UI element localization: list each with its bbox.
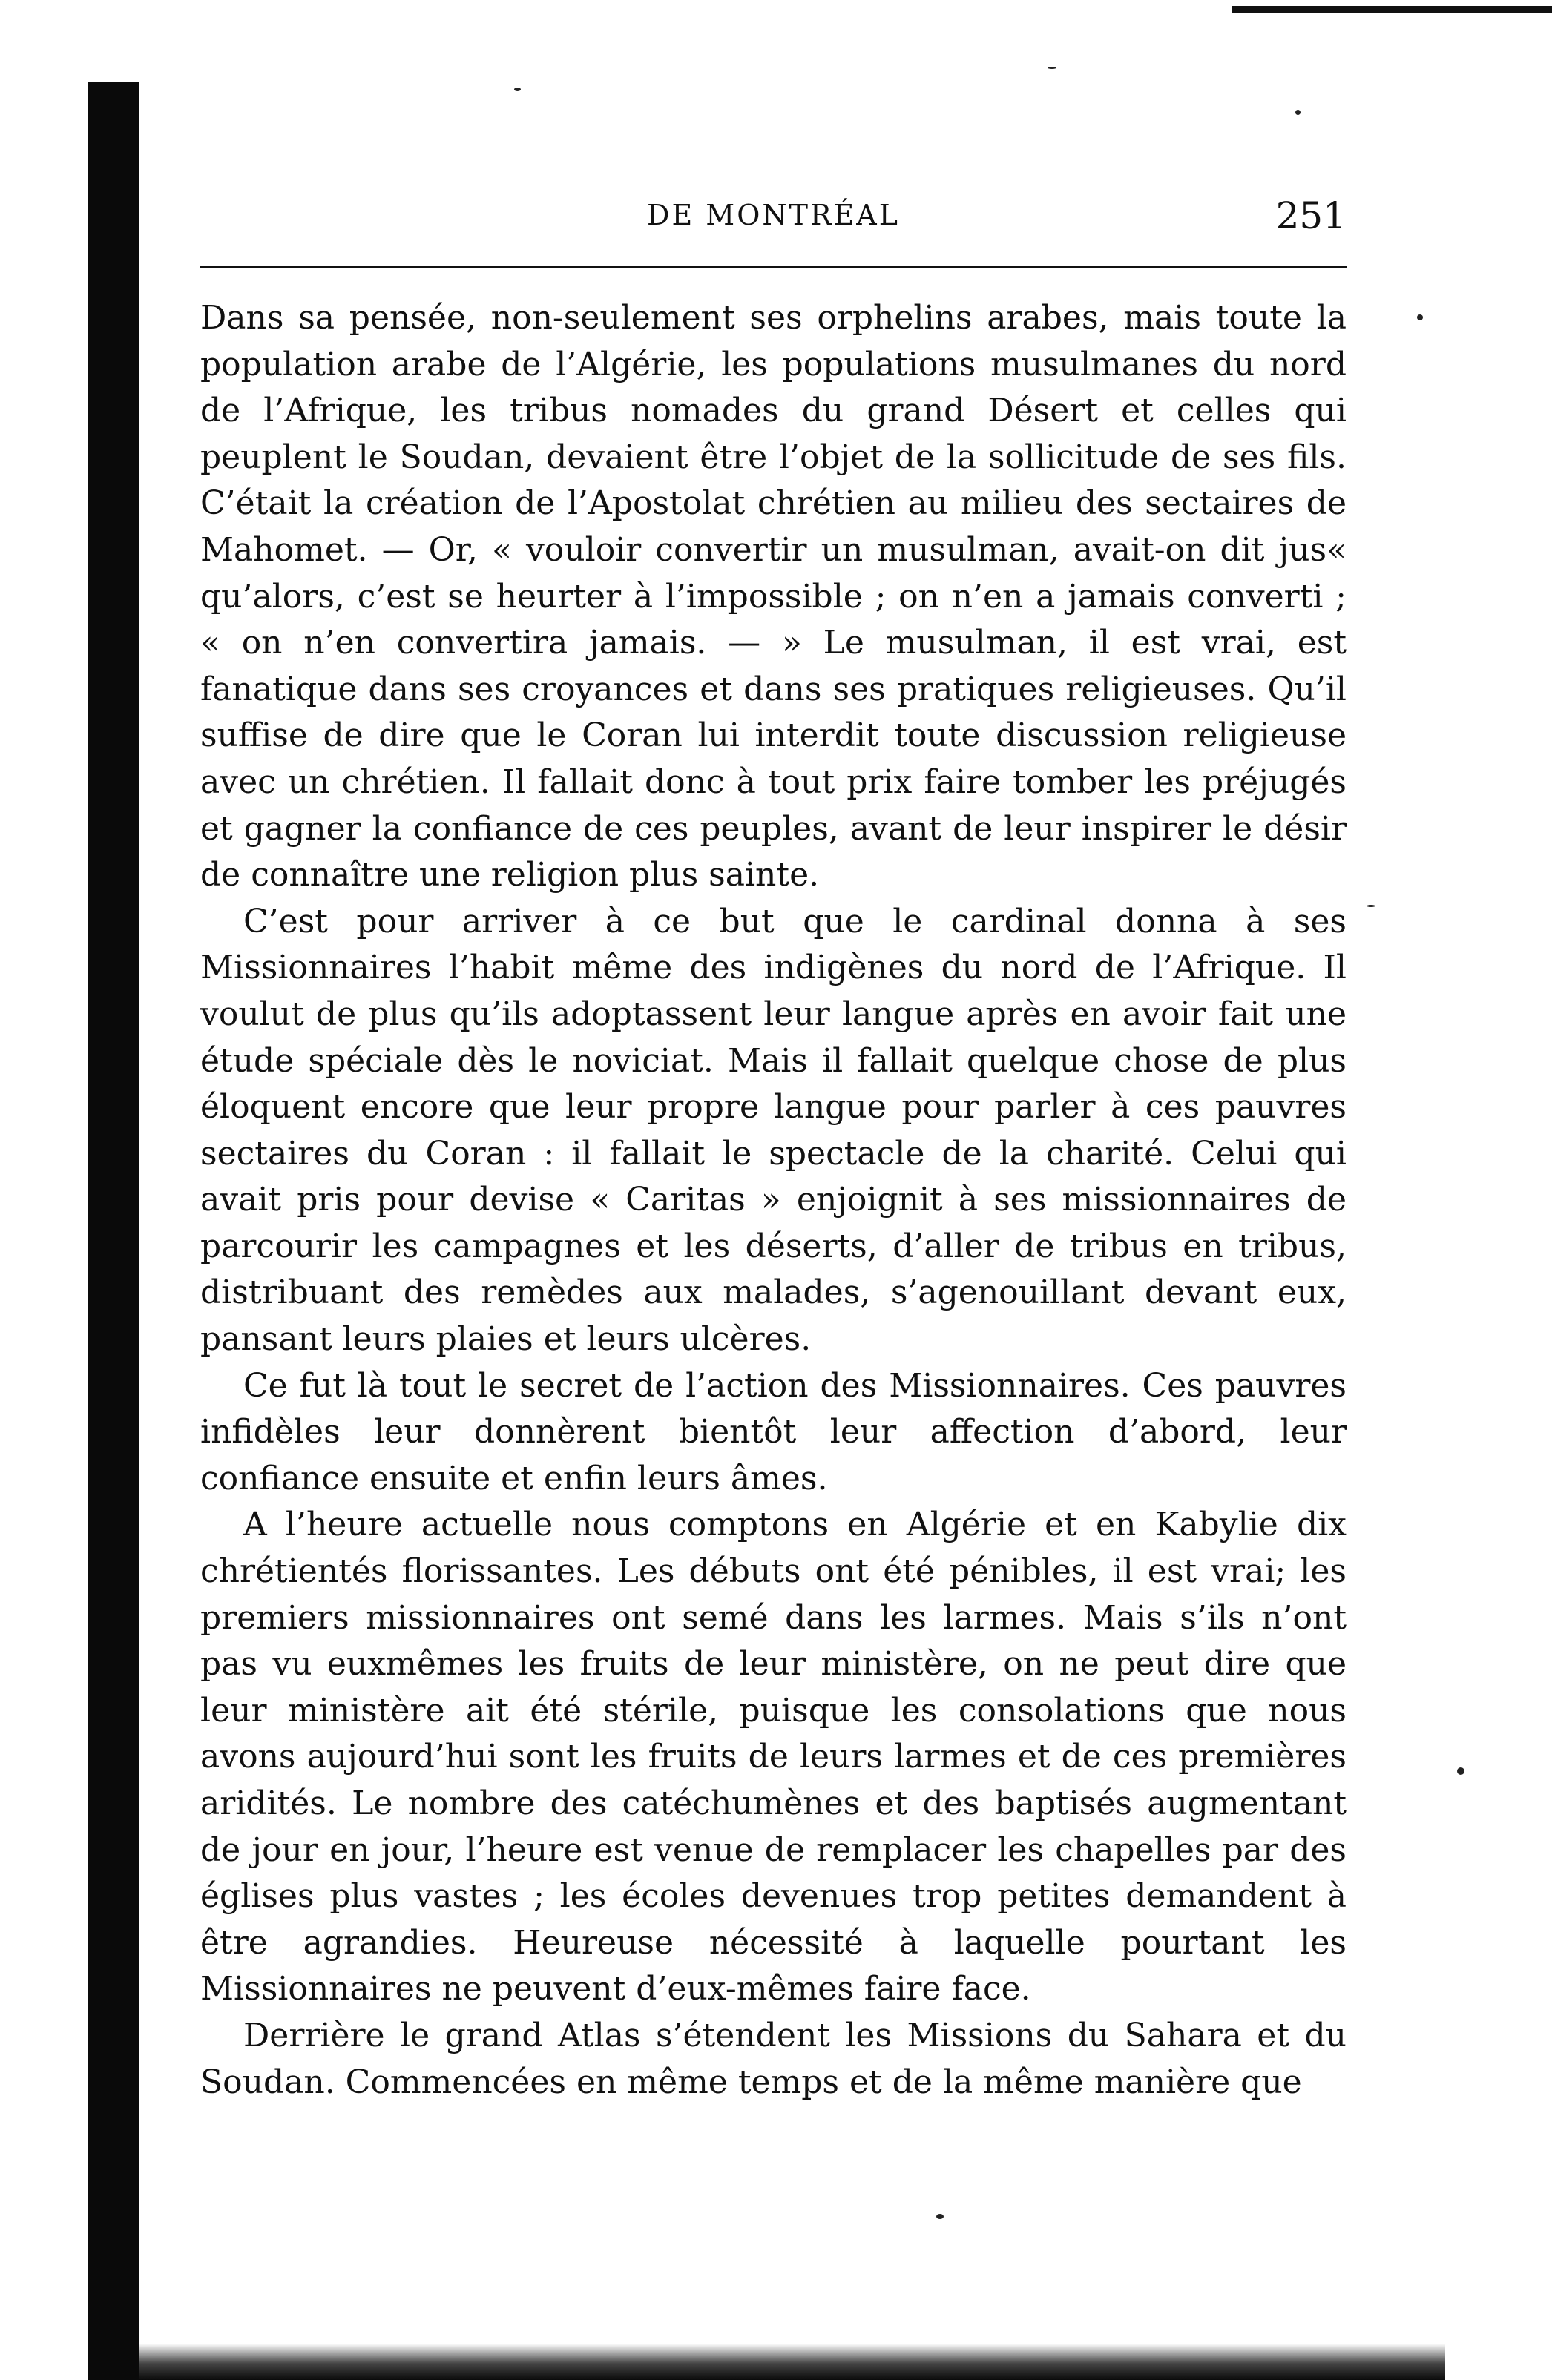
- running-head: [200, 194, 1347, 243]
- paragraph: C’est pour arriver à ce but que le cardinal donna à ses Missionnaires l’habit même des indigènes du nord de l’Afrique. Il voulut de plus qu’ils adoptassent leur langue après en avoir fait une étude spéciale dès le noviciat. Mais il fallait quelque chose de plus éloquent encore que leur propre langue pour parler à ces pauvres sectaires du Coran : il fallait le spectacle de la charité. Celui qui avait pris pour devise « Caritas » enjoignit à ses missionnaires de parcourir les campagnes et les déserts, d’aller de tribus en tribus, distribuant des remèdes aux malades, s’agenouillant devant eux, pansant leurs plaies et leurs ulcères.: [200, 902, 1347, 1359]
- scan-shadow-left: [88, 82, 139, 2380]
- paragraph: Ce fut là tout le secret de l’action des Missionnaires. Ces pauvres infidèles leur donnèrent bientôt leur affection d’abord, leur confiance ensuite et enfin leurs âmes.: [200, 1366, 1347, 1497]
- running-title: DE MONTRÉAL: [647, 199, 900, 231]
- scan-shadow-bottom: [139, 2344, 1445, 2380]
- paragraph: Derrière le grand Atlas s’étendent les Missions du Sahara et du Soudan. Commencées en même temps et de la même manière que: [200, 2016, 1347, 2101]
- scan-speck: [1295, 110, 1301, 115]
- paragraph: A l’heure actuelle nous comptons en Algérie et en Kabylie dix chrétientés florissantes. Les débuts ont été pénibles, il est vrai; les premiers missionnaires ont semé dans les larmes. Mais s’ils n’ont pas vu euxmêmes les fruits de leur ministère, on ne peut dire que leur ministère ait été stérile, puisque les consolations que nous avons aujourd’hui sont les fruits de leurs larmes et de ces premières aridités. Le nombre des catéchumènes et des baptisés augmentant de jour en jour, l’heure est venue de remplacer les chapelles par des églises plus vastes ; les écoles devenues trop petites demandent à être agrandies. Heureuse nécessité à laquelle pourtant les Missionnaires ne peuvent d’eux-mêmes faire face.: [200, 1506, 1347, 2008]
- scan-speck: [1048, 67, 1056, 69]
- body-text: [200, 295, 1347, 2106]
- page-number: 251: [1275, 194, 1347, 237]
- scan-speck: [1457, 1767, 1464, 1775]
- scan-speck: [1367, 905, 1375, 907]
- scan-speck: [1417, 314, 1423, 320]
- scan-speck: [936, 2214, 944, 2219]
- scan-shadow-top: [1232, 6, 1552, 13]
- header-rule: [200, 266, 1347, 268]
- scan-speck: [514, 88, 521, 91]
- paragraph: Dans sa pensée, non-seulement ses orphelins arabes, mais toute la population arabe de l’Algérie, les populations musulmanes du nord de l’Afrique, les tribus nomades du grand Désert et celles qui peuplent le Soudan, devaient être l’objet de la sollicitude de ses fils. C’était la création de l’Apostolat chrétien au milieu des sectaires de Mahomet. — Or, « vouloir convertir un musulman, avait-on dit jus« qu’alors, c’est se heurter à l’impossible ; on n’en a jamais converti ; « on n’en convertira jamais. — » Le musulman, il est vrai, est fanatique dans ses croyances et dans ses pratiques religieuses. Qu’il suffise de dire que le Coran lui interdit toute discussion religieuse avec un chrétien. Il fallait donc à tout prix faire tomber les préjugés et gagner la confiance de ces peuples, avant de leur inspirer le désir de connaître une religion plus sainte.: [200, 299, 1347, 894]
